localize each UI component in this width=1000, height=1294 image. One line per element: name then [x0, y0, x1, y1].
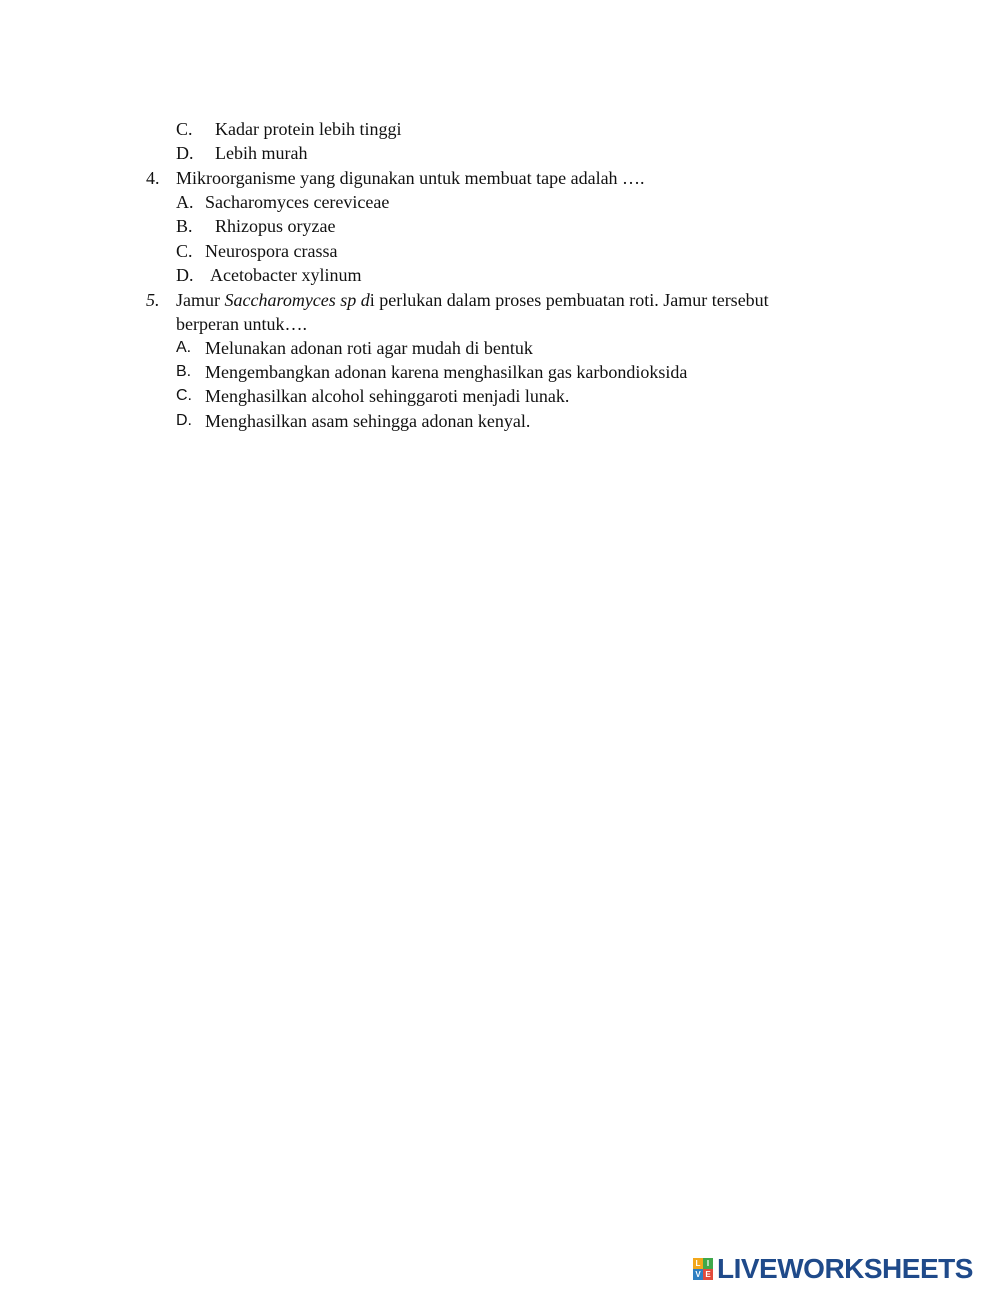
option-text: Neurospora crassa — [205, 241, 338, 261]
question-text — [176, 289, 769, 311]
question-number: 4. — [146, 168, 160, 188]
question-text-pre: Jamur — [176, 290, 225, 310]
option-text: Menghasilkan alcohol sehinggaroti menjadi lunak. — [205, 386, 570, 406]
option-label: D. — [176, 412, 192, 429]
option-label: C. — [176, 387, 192, 404]
option-text: Melunakan adonan roti agar mudah di bentuk — [205, 338, 533, 358]
question-text-italic: Saccharomyces sp d — [224, 290, 370, 310]
option-text: Rhizopus oryzae — [215, 216, 336, 236]
option-text: Menghasilkan asam sehingga adonan kenyal. — [205, 411, 531, 431]
option-text: Acetobacter xylinum — [210, 265, 362, 285]
option-label: A. — [176, 192, 194, 212]
option-text: Lebih murah — [215, 143, 308, 163]
question-number: 5. — [146, 290, 160, 310]
logo-mark-icon — [693, 1258, 713, 1280]
logo-letter-l: L — [693, 1258, 703, 1269]
question-text: Mikroorganisme yang digunakan untuk membuat tape adalah …. — [176, 168, 645, 188]
option-label: B. — [176, 216, 193, 236]
question-text-post: i perlukan dalam proses pembuatan roti. Jamur tersebut — [369, 290, 769, 310]
option-label: C. — [176, 119, 193, 139]
option-text: Kadar protein lebih tinggi — [215, 119, 402, 139]
logo-letter-e: E — [703, 1269, 713, 1280]
option-label: B. — [176, 363, 192, 380]
option-label: D. — [176, 265, 194, 285]
logo-letter-v: V — [693, 1269, 703, 1280]
liveworksheets-logo — [693, 1253, 973, 1284]
option-label: D. — [176, 143, 194, 163]
option-text: Mengembangkan adonan karena menghasilkan gas karbondioksida — [205, 362, 688, 382]
option-label: C. — [176, 241, 193, 261]
logo-text: LIVEWORKSHEETS — [717, 1253, 973, 1284]
option-label: A. — [176, 339, 192, 356]
question-text-line2: berperan untuk…. — [176, 314, 307, 334]
option-text: Sacharomyces cereviceae — [205, 192, 390, 212]
logo-letter-i: I — [703, 1258, 713, 1269]
